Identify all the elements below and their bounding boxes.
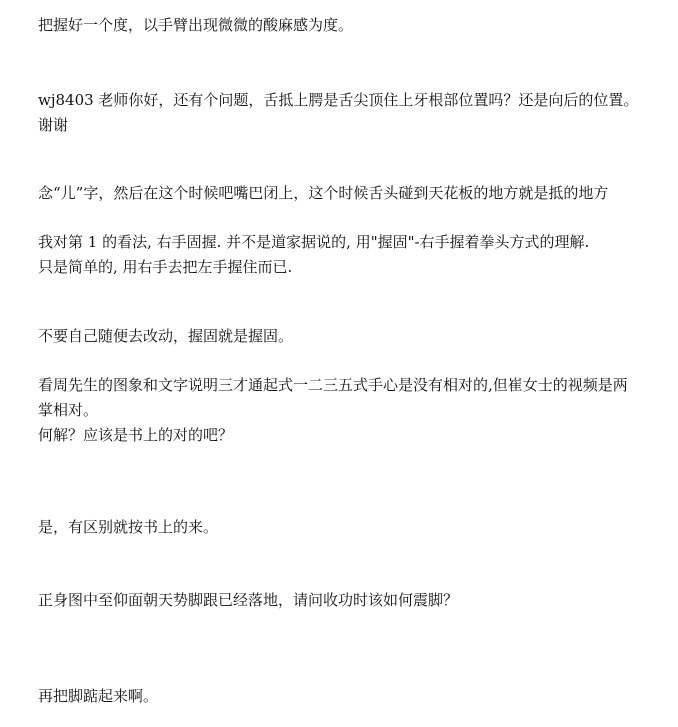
text-line-question-tongue: wj8403 老师你好，还有个问题，舌抵上腭是舌尖顶住上牙根部位置吗？还是向后的位置。: [38, 91, 639, 109]
text-line-question-heel: 正身图中至仰面朝天势脚跟已经落地，请问收功时该如何震脚？: [38, 591, 459, 609]
text-line-answer-grip: 不要自己随便去改动，握固就是握固。: [38, 327, 294, 345]
text-line-question-palms: 看周先生的图象和文字说明三才通起式一二三五式手心是没有相对的,但崔女士的视频是两: [38, 376, 628, 394]
text-line-answer-tongue: 念“儿”字，然后在这个时候吧嘴巴闭上，这个时候舌头碰到天花板的地方就是抵的地方: [38, 184, 609, 202]
text-line-opinion-grip-cont: 只是简单的, 用右手去把左手握住而已.: [38, 258, 293, 276]
text-line-answer-heel: 再把脚踮起来啊。: [38, 687, 159, 705]
text-line-question-palms-why: 何解？应该是书上的对的吧？: [38, 426, 234, 444]
text-line-grip-degree: 把握好一个度，以手臂出现微微的酸麻感为度。: [38, 16, 354, 34]
text-line-answer-palms: 是，有区别就按书上的来。: [38, 518, 219, 536]
text-line-opinion-grip: 我对第 1 的看法, 右手固握. 并不是道家据说的, 用"握固"-右手握着拳头方式的理解.: [38, 233, 590, 251]
text-line-thanks: 谢谢: [38, 116, 69, 134]
text-line-question-palms-cont: 掌相对。: [38, 401, 99, 419]
